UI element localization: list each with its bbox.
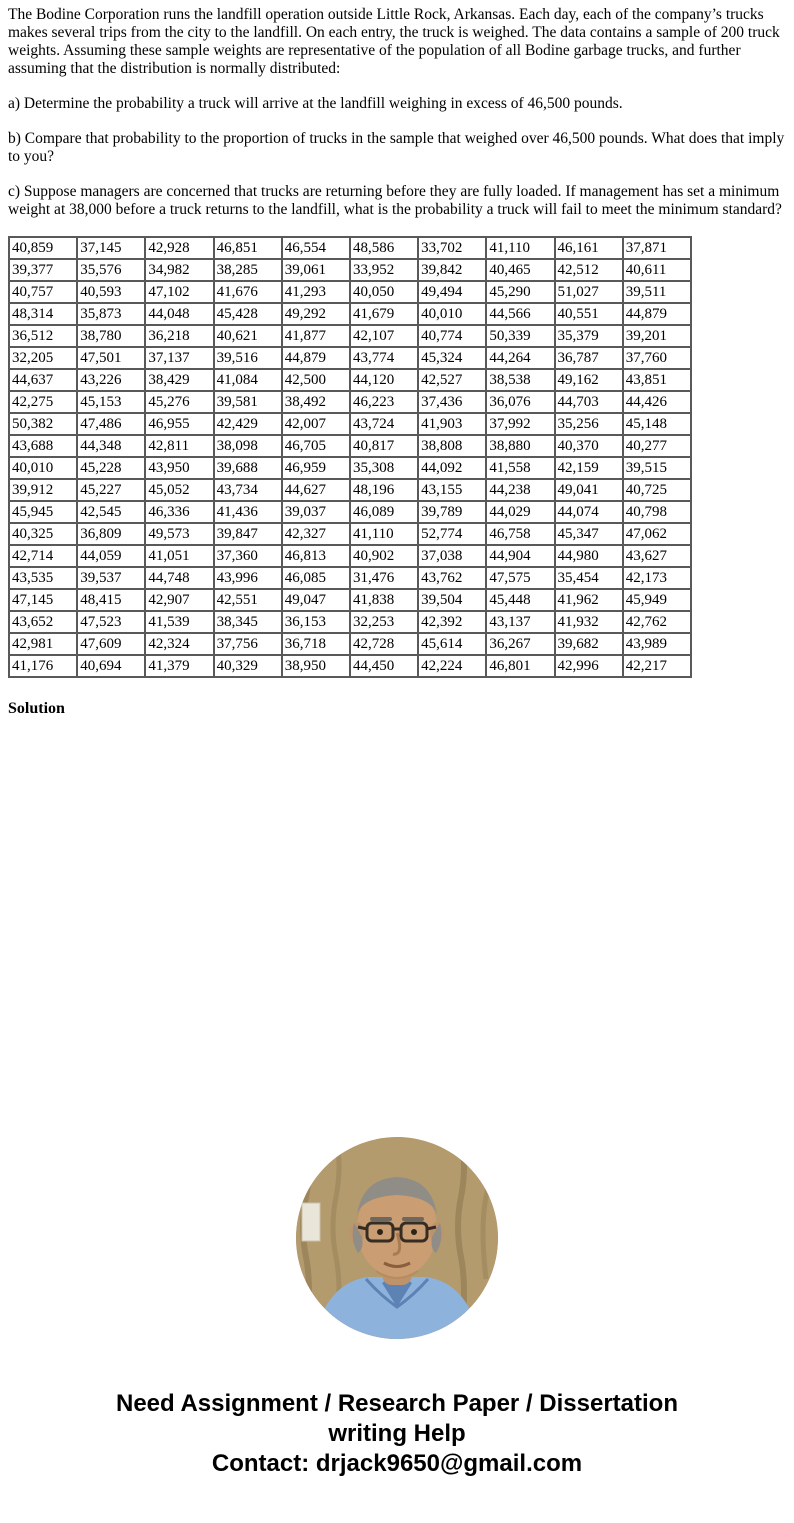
weight-cell: 41,679 bbox=[350, 303, 418, 325]
weight-cell: 36,512 bbox=[9, 325, 77, 347]
weight-cell: 47,501 bbox=[77, 347, 145, 369]
weight-cell: 40,757 bbox=[9, 281, 77, 303]
weight-cell: 44,092 bbox=[418, 457, 486, 479]
weight-cell: 44,450 bbox=[350, 655, 418, 677]
weight-cell: 40,050 bbox=[350, 281, 418, 303]
weight-cell: 40,325 bbox=[9, 523, 77, 545]
weight-cell: 32,205 bbox=[9, 347, 77, 369]
weight-cell: 35,308 bbox=[350, 457, 418, 479]
weight-cell: 46,705 bbox=[282, 435, 350, 457]
weight-cell: 33,952 bbox=[350, 259, 418, 281]
weight-cell: 37,145 bbox=[77, 237, 145, 259]
weight-cell: 49,573 bbox=[145, 523, 213, 545]
weight-cell: 41,110 bbox=[350, 523, 418, 545]
table-row bbox=[9, 391, 691, 413]
table-row bbox=[9, 457, 691, 479]
weight-cell: 47,523 bbox=[77, 611, 145, 633]
weight-cell: 42,512 bbox=[555, 259, 623, 281]
weight-cell: 46,851 bbox=[214, 237, 282, 259]
weight-cell: 51,027 bbox=[555, 281, 623, 303]
weight-cell: 44,637 bbox=[9, 369, 77, 391]
weight-cell: 35,454 bbox=[555, 567, 623, 589]
table-row bbox=[9, 325, 691, 347]
weight-cell: 43,989 bbox=[623, 633, 691, 655]
weight-cell: 41,176 bbox=[9, 655, 77, 677]
weight-cell: 45,347 bbox=[555, 523, 623, 545]
question-c: c) Suppose managers are concerned that trucks are returning before they are fully loaded. If management has set a minimum weight at 38,000 before a truck returns to the landfill, what is the probability a truck will fail to meet the minimum standard? bbox=[8, 183, 782, 218]
table-row bbox=[9, 281, 691, 303]
weight-cell: 52,774 bbox=[418, 523, 486, 545]
weight-cell: 39,511 bbox=[623, 281, 691, 303]
weight-cell: 41,379 bbox=[145, 655, 213, 677]
weight-cell: 42,217 bbox=[623, 655, 691, 677]
weight-cell: 40,798 bbox=[623, 501, 691, 523]
weight-cell: 47,145 bbox=[9, 589, 77, 611]
weight-cell: 45,614 bbox=[418, 633, 486, 655]
weight-cell: 46,959 bbox=[282, 457, 350, 479]
weight-cell: 43,137 bbox=[486, 611, 554, 633]
weight-cell: 36,267 bbox=[486, 633, 554, 655]
weight-cell: 42,907 bbox=[145, 589, 213, 611]
weight-cell: 39,037 bbox=[282, 501, 350, 523]
weight-cell: 41,558 bbox=[486, 457, 554, 479]
weight-cell: 42,224 bbox=[418, 655, 486, 677]
weight-cell: 40,774 bbox=[418, 325, 486, 347]
weight-cell: 42,551 bbox=[214, 589, 282, 611]
weight-cell: 44,627 bbox=[282, 479, 350, 501]
weight-cell: 45,949 bbox=[623, 589, 691, 611]
weight-cell: 43,688 bbox=[9, 435, 77, 457]
weight-cell: 40,551 bbox=[555, 303, 623, 325]
weight-cell: 43,724 bbox=[350, 413, 418, 435]
weight-cell: 37,038 bbox=[418, 545, 486, 567]
weight-cell: 38,098 bbox=[214, 435, 282, 457]
weight-cell: 35,379 bbox=[555, 325, 623, 347]
weight-cell: 40,817 bbox=[350, 435, 418, 457]
weight-cell: 49,162 bbox=[555, 369, 623, 391]
weight-cell: 45,428 bbox=[214, 303, 282, 325]
weight-cell: 42,324 bbox=[145, 633, 213, 655]
weight-cell: 36,718 bbox=[282, 633, 350, 655]
weight-cell: 43,535 bbox=[9, 567, 77, 589]
weight-cell: 42,500 bbox=[282, 369, 350, 391]
weight-cell: 38,492 bbox=[282, 391, 350, 413]
weight-cell: 39,516 bbox=[214, 347, 282, 369]
weight-cell: 44,879 bbox=[623, 303, 691, 325]
weight-cell: 36,809 bbox=[77, 523, 145, 545]
weight-cell: 39,912 bbox=[9, 479, 77, 501]
weight-cell: 45,052 bbox=[145, 479, 213, 501]
weight-cell: 38,808 bbox=[418, 435, 486, 457]
table-row bbox=[9, 501, 691, 523]
weight-cell: 46,161 bbox=[555, 237, 623, 259]
weight-cell: 41,838 bbox=[350, 589, 418, 611]
weight-cell: 39,842 bbox=[418, 259, 486, 281]
weight-cell: 45,448 bbox=[486, 589, 554, 611]
table-row bbox=[9, 567, 691, 589]
weight-cell: 44,980 bbox=[555, 545, 623, 567]
weight-cell: 46,801 bbox=[486, 655, 554, 677]
weight-cell: 36,218 bbox=[145, 325, 213, 347]
weight-cell: 44,120 bbox=[350, 369, 418, 391]
weight-cell: 41,539 bbox=[145, 611, 213, 633]
weight-cell: 49,047 bbox=[282, 589, 350, 611]
table-row bbox=[9, 347, 691, 369]
weight-cell: 47,575 bbox=[486, 567, 554, 589]
weight-cell: 42,996 bbox=[555, 655, 623, 677]
weight-cell: 50,339 bbox=[486, 325, 554, 347]
weight-cell: 43,851 bbox=[623, 369, 691, 391]
weight-cell: 40,611 bbox=[623, 259, 691, 281]
weight-cell: 39,847 bbox=[214, 523, 282, 545]
weight-cell: 42,007 bbox=[282, 413, 350, 435]
weight-cell: 40,593 bbox=[77, 281, 145, 303]
weight-cell: 50,382 bbox=[9, 413, 77, 435]
weight-cell: 43,950 bbox=[145, 457, 213, 479]
table-row bbox=[9, 435, 691, 457]
weight-cell: 46,336 bbox=[145, 501, 213, 523]
weight-cell: 45,153 bbox=[77, 391, 145, 413]
weight-cell: 31,476 bbox=[350, 567, 418, 589]
weight-cell: 41,051 bbox=[145, 545, 213, 567]
weight-cell: 48,415 bbox=[77, 589, 145, 611]
table-row bbox=[9, 237, 691, 259]
weight-cell: 37,992 bbox=[486, 413, 554, 435]
weight-cell: 47,062 bbox=[623, 523, 691, 545]
weight-cell: 37,137 bbox=[145, 347, 213, 369]
weight-cell: 48,314 bbox=[9, 303, 77, 325]
weight-cell: 46,955 bbox=[145, 413, 213, 435]
weight-cell: 42,714 bbox=[9, 545, 77, 567]
weight-cell: 40,694 bbox=[77, 655, 145, 677]
weight-cell: 39,537 bbox=[77, 567, 145, 589]
footer-help-line-1: Need Assignment / Research Paper / Dissertation bbox=[116, 1390, 678, 1417]
weight-cell: 38,345 bbox=[214, 611, 282, 633]
weight-cell: 46,758 bbox=[486, 523, 554, 545]
weight-cell: 38,880 bbox=[486, 435, 554, 457]
weight-cell: 43,762 bbox=[418, 567, 486, 589]
weight-cell: 45,227 bbox=[77, 479, 145, 501]
weight-cell: 45,290 bbox=[486, 281, 554, 303]
tutor-photo bbox=[296, 1137, 498, 1339]
weight-cell: 44,238 bbox=[486, 479, 554, 501]
weight-cell: 39,377 bbox=[9, 259, 77, 281]
solution-heading: Solution bbox=[8, 700, 65, 717]
weight-cell: 42,981 bbox=[9, 633, 77, 655]
weight-cell: 36,153 bbox=[282, 611, 350, 633]
weight-cell: 49,041 bbox=[555, 479, 623, 501]
weight-cell: 39,515 bbox=[623, 457, 691, 479]
weight-cell: 44,048 bbox=[145, 303, 213, 325]
weight-cell: 36,076 bbox=[486, 391, 554, 413]
weight-cell: 38,285 bbox=[214, 259, 282, 281]
weight-cell: 40,329 bbox=[214, 655, 282, 677]
intro-paragraph: The Bodine Corporation runs the landfill operation outside Little Rock, Arkansas. Each day, each of the company’s trucks makes several trips from the city to the landfill. On each entry, the truck is weighed. The data contains a sample of 200 truck weights. Assuming these sample weights are representative of the population of all Bodine garbage trucks, and further assuming that the distribution is normally distributed: bbox=[8, 6, 780, 77]
weight-cell: 42,327 bbox=[282, 523, 350, 545]
weight-cell: 42,811 bbox=[145, 435, 213, 457]
weight-cell: 40,859 bbox=[9, 237, 77, 259]
weight-cell: 39,201 bbox=[623, 325, 691, 347]
weight-cell: 39,682 bbox=[555, 633, 623, 655]
weight-cell: 44,074 bbox=[555, 501, 623, 523]
question-a: a) Determine the probability a truck will arrive at the landfill weighing in excess of 46,500 pounds. bbox=[8, 95, 623, 112]
weight-cell: 38,780 bbox=[77, 325, 145, 347]
table-row bbox=[9, 545, 691, 567]
weight-cell: 46,223 bbox=[350, 391, 418, 413]
truck-weights-table bbox=[8, 236, 692, 678]
weight-cell: 48,586 bbox=[350, 237, 418, 259]
weight-cell: 39,504 bbox=[418, 589, 486, 611]
weight-cell: 37,760 bbox=[623, 347, 691, 369]
weight-cell: 43,627 bbox=[623, 545, 691, 567]
weight-cell: 39,061 bbox=[282, 259, 350, 281]
weight-cell: 42,159 bbox=[555, 457, 623, 479]
table-row bbox=[9, 259, 691, 281]
table-row bbox=[9, 589, 691, 611]
weight-cell: 41,084 bbox=[214, 369, 282, 391]
weight-cell: 43,155 bbox=[418, 479, 486, 501]
footer-contact-email: Contact: drjack9650@gmail.com bbox=[211, 1450, 583, 1477]
weight-cell: 40,277 bbox=[623, 435, 691, 457]
weight-cell: 43,996 bbox=[214, 567, 282, 589]
weight-cell: 43,226 bbox=[77, 369, 145, 391]
weight-cell: 47,486 bbox=[77, 413, 145, 435]
weight-cell: 39,789 bbox=[418, 501, 486, 523]
weight-cell: 41,676 bbox=[214, 281, 282, 303]
question-b: b) Compare that probability to the proportion of trucks in the sample that weighed over 46,500 pounds. What does that imply to you? bbox=[8, 130, 785, 165]
weight-cell: 42,392 bbox=[418, 611, 486, 633]
weight-cell: 42,527 bbox=[418, 369, 486, 391]
footer-ad bbox=[8, 1389, 786, 1479]
weight-cell: 35,873 bbox=[77, 303, 145, 325]
weight-cell: 44,904 bbox=[486, 545, 554, 567]
weight-cell: 40,465 bbox=[486, 259, 554, 281]
weight-cell: 43,734 bbox=[214, 479, 282, 501]
weight-cell: 46,813 bbox=[282, 545, 350, 567]
weight-cell: 39,688 bbox=[214, 457, 282, 479]
weight-cell: 38,538 bbox=[486, 369, 554, 391]
table-row bbox=[9, 479, 691, 501]
weight-cell: 42,545 bbox=[77, 501, 145, 523]
table-row bbox=[9, 611, 691, 633]
weight-cell: 41,903 bbox=[418, 413, 486, 435]
weight-cell: 40,010 bbox=[9, 457, 77, 479]
weight-cell: 41,110 bbox=[486, 237, 554, 259]
tutor-photo-container bbox=[8, 1137, 786, 1339]
weight-cell: 49,494 bbox=[418, 281, 486, 303]
weight-cell: 44,879 bbox=[282, 347, 350, 369]
weight-cell: 42,107 bbox=[350, 325, 418, 347]
weight-cell: 39,581 bbox=[214, 391, 282, 413]
weight-cell: 49,292 bbox=[282, 303, 350, 325]
weight-cell: 47,609 bbox=[77, 633, 145, 655]
weight-cell: 40,370 bbox=[555, 435, 623, 457]
weight-cell: 44,748 bbox=[145, 567, 213, 589]
weight-cell: 44,059 bbox=[77, 545, 145, 567]
weight-cell: 45,276 bbox=[145, 391, 213, 413]
weight-cell: 46,089 bbox=[350, 501, 418, 523]
person-avatar-illustration bbox=[296, 1137, 498, 1339]
weight-cell: 33,702 bbox=[418, 237, 486, 259]
weight-cell: 44,426 bbox=[623, 391, 691, 413]
weight-cell: 44,348 bbox=[77, 435, 145, 457]
table-row bbox=[9, 369, 691, 391]
weight-cell: 42,928 bbox=[145, 237, 213, 259]
weight-cell: 32,253 bbox=[350, 611, 418, 633]
weight-cell: 41,436 bbox=[214, 501, 282, 523]
weight-cell: 37,871 bbox=[623, 237, 691, 259]
footer-help-line-2: writing Help bbox=[328, 1420, 466, 1447]
weight-cell: 40,902 bbox=[350, 545, 418, 567]
weight-cell: 38,429 bbox=[145, 369, 213, 391]
weight-cell: 44,029 bbox=[486, 501, 554, 523]
weight-cell: 41,962 bbox=[555, 589, 623, 611]
weight-cell: 45,148 bbox=[623, 413, 691, 435]
table-row bbox=[9, 413, 691, 435]
weight-cell: 41,932 bbox=[555, 611, 623, 633]
weight-cell: 41,293 bbox=[282, 281, 350, 303]
weight-cell: 40,725 bbox=[623, 479, 691, 501]
weight-cell: 46,554 bbox=[282, 237, 350, 259]
weight-cell: 48,196 bbox=[350, 479, 418, 501]
weight-cell: 43,652 bbox=[9, 611, 77, 633]
weight-cell: 37,756 bbox=[214, 633, 282, 655]
weight-cell: 42,762 bbox=[623, 611, 691, 633]
weight-cell: 36,787 bbox=[555, 347, 623, 369]
weight-cell: 42,429 bbox=[214, 413, 282, 435]
weight-cell: 46,085 bbox=[282, 567, 350, 589]
weight-cell: 44,566 bbox=[486, 303, 554, 325]
table-row bbox=[9, 523, 691, 545]
weight-cell: 35,256 bbox=[555, 413, 623, 435]
weight-cell: 45,324 bbox=[418, 347, 486, 369]
weight-cell: 44,703 bbox=[555, 391, 623, 413]
table-row bbox=[9, 633, 691, 655]
weight-cell: 40,621 bbox=[214, 325, 282, 347]
weight-cell: 38,950 bbox=[282, 655, 350, 677]
weight-cell: 45,228 bbox=[77, 457, 145, 479]
weight-cell: 47,102 bbox=[145, 281, 213, 303]
weight-cell: 40,010 bbox=[418, 303, 486, 325]
weight-cell: 44,264 bbox=[486, 347, 554, 369]
weight-cell: 35,576 bbox=[77, 259, 145, 281]
weight-cell: 45,945 bbox=[9, 501, 77, 523]
weight-cell: 43,774 bbox=[350, 347, 418, 369]
weight-cell: 34,982 bbox=[145, 259, 213, 281]
weight-cell: 42,728 bbox=[350, 633, 418, 655]
weight-cell: 37,360 bbox=[214, 545, 282, 567]
table-row bbox=[9, 655, 691, 677]
weight-cell: 42,275 bbox=[9, 391, 77, 413]
weight-cell: 42,173 bbox=[623, 567, 691, 589]
weight-cell: 37,436 bbox=[418, 391, 486, 413]
weight-cell: 41,877 bbox=[282, 325, 350, 347]
table-row bbox=[9, 303, 691, 325]
